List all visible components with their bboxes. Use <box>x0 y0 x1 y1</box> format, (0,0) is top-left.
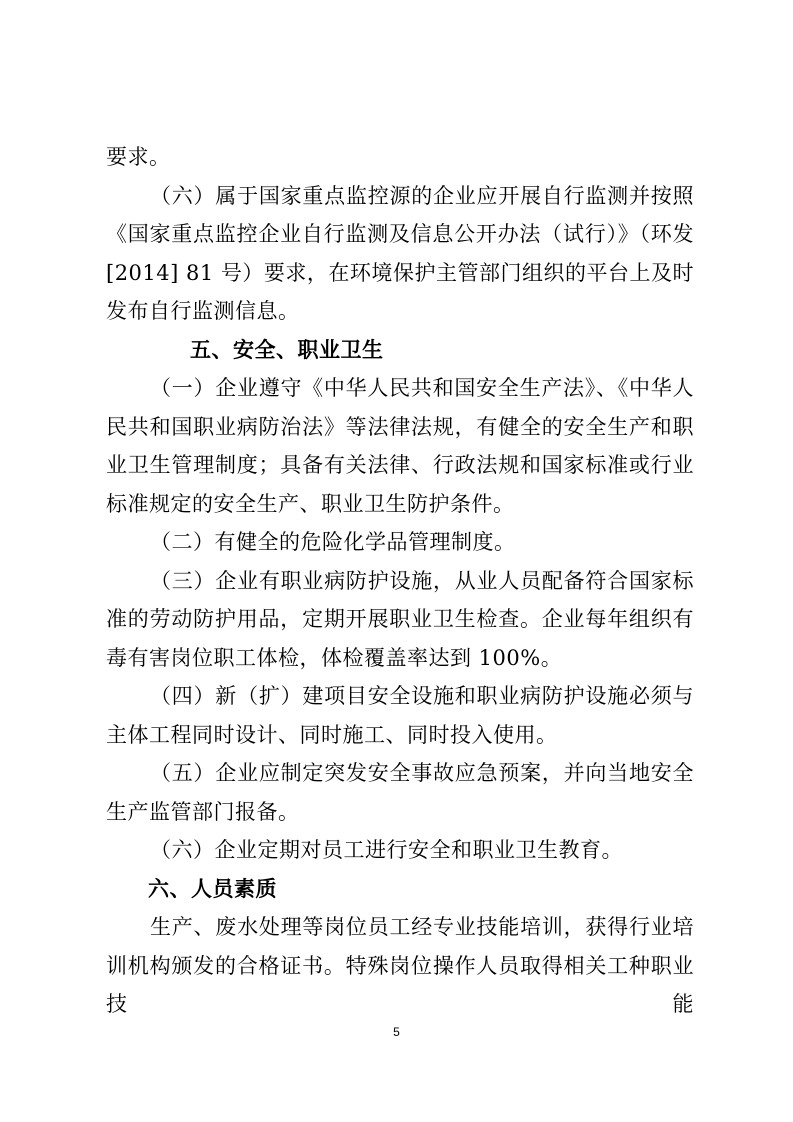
document-body <box>106 138 694 1024</box>
page-number: 5 <box>393 1025 400 1039</box>
paragraph-hazardous-chemicals: （二）有健全的危险化学品管理制度。 <box>150 530 516 554</box>
paragraph-safety-education: （六）企业定期对员工进行安全和职业卫生教育。 <box>150 838 623 862</box>
section-heading-safety: 五、安全、职业卫生 <box>190 336 384 362</box>
paragraph-continuation: 要求。 <box>106 145 171 169</box>
paragraph-protection-facilities: （三）企业有职业病防护设施，从业人员配备符合国家标准的劳动防护用品，定期开展职业卫生检查。企业每年组织有毒有害岗位职工体检，体检覆盖率达到 100%。 <box>106 568 694 670</box>
section-heading-personnel: 六、人员素质 <box>148 875 277 901</box>
paragraph-safety-laws: （一）企业遵守《中华人民共和国安全生产法》、《中华人民共和国职业病防治法》等法律法规，有健全的安全生产和职业卫生管理制度；具备有关法律、行政法规和国家标准或行业标准规定的安全生产、职业卫生防护条件。 <box>106 376 694 516</box>
paragraph-personnel-training: 生产、废水处理等岗位员工经专业技能培训，获得行业培训机构颁发的合格证书。特殊岗位操作人员取得相关工种职业技能 <box>106 915 694 1016</box>
paragraph-emergency-plan: （五）企业应制定突发安全事故应急预案，并向当地安全生产监管部门报备。 <box>106 761 694 824</box>
paragraph-self-monitoring: （六）属于国家重点监控源的企业应开展自行监测并按照《国家重点监控企业自行监测及信息公开办法（试行）》（环发[2014] 81 号）要求，在环境保护主管部门组织的平台上及时发布自行监测信息。 <box>106 183 694 323</box>
paragraph-new-projects: （四）新（扩）建项目安全设施和职业病防护设施必须与主体工程同时设计、同时施工、同时投入使用。 <box>106 684 694 747</box>
